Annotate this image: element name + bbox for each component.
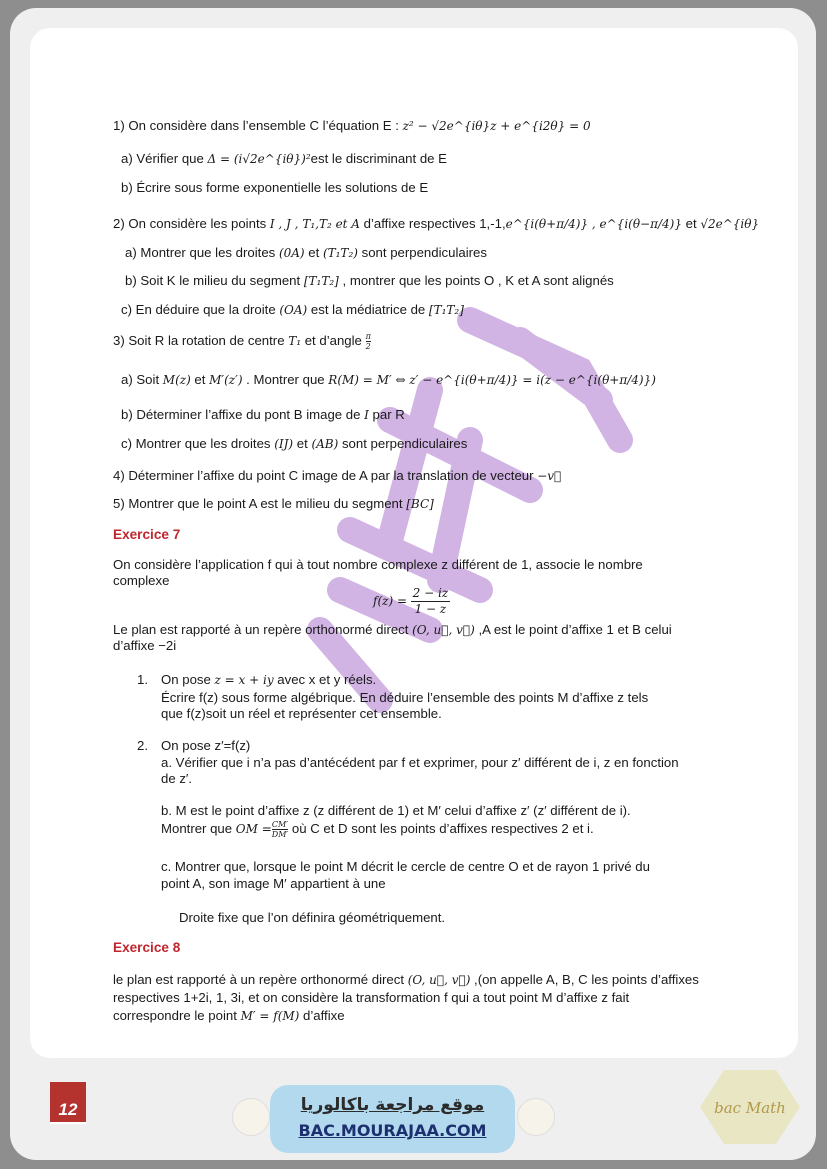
ex7-item-2a-line-2: de z′. bbox=[161, 771, 193, 786]
q3-mid: et d’angle bbox=[301, 332, 366, 348]
q3c-math2: (AB) bbox=[311, 437, 339, 451]
ex8-line-2: respectives 1+2i, 1, 3i, et on considère la transformation f qui a tout point M d’affixe z fait bbox=[113, 990, 630, 1005]
q3b-prefix: b) Déterminer l’affixe du pont B image de bbox=[121, 407, 365, 422]
ex7-plan-1 bbox=[113, 622, 672, 638]
q3c-line bbox=[121, 436, 467, 452]
q2-last-affix: √2e^{iθ} bbox=[700, 217, 760, 231]
logo-text: bac Math bbox=[714, 1099, 786, 1117]
ex7-i2b-numerator: CM′ bbox=[271, 820, 289, 829]
q3a-prefix: a) Soit bbox=[121, 372, 163, 387]
q4-line bbox=[113, 468, 561, 484]
q3-prefix: 3) Soit R la rotation de centre bbox=[113, 332, 289, 348]
ex7-i2b-math: OM = bbox=[235, 821, 272, 836]
q2-affixes: e^{i(θ+π/4)} , e^{i(θ−π/4)} bbox=[505, 217, 682, 231]
q2a-prefix: a) Montrer que les droites bbox=[125, 245, 279, 260]
ex7-plan-suffix: ,A est le point d’affixe 1 et B celui bbox=[474, 622, 672, 637]
q2a-math2: (T₁T₂) bbox=[322, 246, 358, 260]
ex7-function bbox=[373, 586, 450, 617]
q3b-line bbox=[121, 407, 405, 423]
q3b-suffix: par R bbox=[368, 407, 405, 422]
q1-line bbox=[113, 118, 591, 134]
ex7-f-denominator: 1 − z bbox=[414, 602, 447, 616]
q2b-line bbox=[125, 273, 614, 289]
ex7-item-2c-line-1: c. Montrer que, lorsque le point M décrit le cercle de centre O et de rayon 1 privé du bbox=[161, 859, 650, 874]
q1a-math: Δ = (i√2e^{iθ})² bbox=[207, 152, 311, 166]
q2b-prefix: b) Soit K le milieu du segment bbox=[125, 273, 304, 288]
q3a-math2: M′(z′) bbox=[209, 373, 243, 387]
q3c-et: et bbox=[293, 436, 312, 451]
ex8-line-1 bbox=[113, 972, 699, 988]
q1-intro: 1) On considère dans l’ensemble C l’équation E : bbox=[113, 118, 403, 133]
q2c-mid: est la médiatrice de bbox=[307, 302, 429, 317]
ex7-intro-2: complexe bbox=[113, 573, 170, 588]
q2-et: et bbox=[682, 216, 701, 231]
ex7-i2b-fraction bbox=[272, 820, 288, 839]
q2a-line bbox=[125, 245, 487, 261]
ex8-l3-suffix: d’affixe bbox=[299, 1008, 345, 1023]
exercise-8-title: Exercice 8 bbox=[113, 940, 181, 955]
site-seal-left-icon bbox=[232, 1098, 270, 1136]
q3-angle-den: 2 bbox=[365, 342, 371, 351]
q1a-prefix: a) Vérifier que bbox=[121, 151, 208, 166]
ex7-plan-prefix: Le plan est rapporté à un repère orthonormé direct bbox=[113, 622, 413, 637]
ex7-i1-suffix: avec x et y réels. bbox=[273, 672, 377, 687]
ex7-item-2c-line-3: Droite fixe que l’on définira géométriquement. bbox=[179, 910, 446, 925]
ex7-plan-frame: (O, u⃗, v⃗) bbox=[412, 623, 475, 637]
q1b-line: b) Écrire sous forme exponentielle les solutions de E bbox=[121, 180, 429, 195]
q2a-math1: (0A) bbox=[278, 246, 305, 260]
ex7-f-fraction bbox=[411, 586, 450, 617]
ex7-item-2a-line-1: a. Vérifier que i n’a pas d’antécédent par f et exprimer, pour z′ différent de i, z en fonction bbox=[161, 755, 679, 770]
ex7-i2b-prefix: Montrer que bbox=[161, 820, 236, 836]
banner-arabic-title: موقع مراجعة باكالوريا bbox=[300, 1095, 485, 1115]
ex7-i1-math: z = x + iy bbox=[214, 673, 274, 687]
q1a-suffix: est le discriminant de E bbox=[310, 151, 447, 166]
ex8-l1-prefix: le plan est rapporté à un repère orthonormé direct bbox=[113, 972, 408, 987]
q5-text: 5) Montrer que le point A est le milieu du segment bbox=[113, 496, 407, 511]
ex7-i2b-denominator: DM′ bbox=[271, 830, 289, 839]
q3c-suffix: sont perpendiculaires bbox=[338, 436, 468, 451]
ex7-item-1-number: 1. bbox=[137, 672, 148, 687]
ex7-item-2-number: 2. bbox=[137, 738, 148, 753]
q1a-line bbox=[121, 151, 447, 167]
ex8-l3-prefix: correspondre le point bbox=[113, 1008, 241, 1023]
q4-vector: −v⃗ bbox=[537, 469, 562, 483]
ex7-item-1-line-1 bbox=[161, 672, 376, 688]
q2-intro: 2) On considère les points bbox=[113, 216, 270, 231]
ex8-l1-frame: (O, u⃗, v⃗) bbox=[407, 973, 471, 987]
q2c-prefix: c) En déduire que la droite bbox=[121, 302, 280, 317]
q3a-math1: M(z) bbox=[162, 373, 191, 387]
q3-angle-num: π bbox=[365, 332, 371, 341]
q3-center: T₁ bbox=[288, 333, 302, 348]
q2-line bbox=[113, 216, 759, 232]
ex7-i1-prefix: On pose bbox=[161, 672, 215, 687]
q3c-math1: (IJ) bbox=[274, 437, 294, 451]
q3a-mid: . Montrer que bbox=[242, 372, 329, 387]
ex7-item-1-line-3: que f(z)soit un réel et représenter cet ensemble. bbox=[161, 706, 442, 721]
q5-line bbox=[113, 496, 434, 512]
ex8-l3-math: M′ = f(M) bbox=[240, 1009, 300, 1023]
ex8-l1-suffix: ,(on appelle A, B, C les points d’affixes bbox=[470, 972, 699, 987]
q3-angle bbox=[366, 332, 371, 351]
q5-segment: [BC] bbox=[406, 497, 434, 511]
q3b-math: I bbox=[364, 408, 369, 422]
q2-points: I , J , T₁,T₂ et A bbox=[269, 217, 360, 231]
q2c-line bbox=[121, 302, 464, 318]
q1-equation: z² − √2e^{iθ}z + e^{i2θ} = 0 bbox=[402, 119, 591, 133]
ex7-intro-1: On considère l’application f qui à tout nombre complexe z différent de 1, associe le nombre bbox=[113, 557, 643, 572]
q2b-math: [T₁T₂] bbox=[303, 274, 339, 288]
q2b-suffix: , montrer que les points O , K et A sont alignés bbox=[338, 273, 614, 288]
ex8-line-3 bbox=[113, 1008, 345, 1024]
banner-url-link[interactable]: BAC.MOURAJAA.COM bbox=[298, 1121, 487, 1140]
ex7-item-2b-line-1: b. M est le point d’affixe z (z différent de 1) et M′ celui d’affixe z′ (z′ différent de i). bbox=[161, 803, 631, 818]
q4-text: 4) Déterminer l’affixe du point C image de A par la translation de vecteur bbox=[113, 468, 538, 483]
q2c-math1: (OA) bbox=[279, 303, 308, 317]
q3-line bbox=[113, 332, 371, 351]
page-number: 12 bbox=[50, 1082, 86, 1122]
ex7-f-lhs: f(z) = bbox=[373, 593, 407, 608]
q3a-et: et bbox=[190, 372, 210, 387]
ex7-item-2-line-1: On pose z′=f(z) bbox=[161, 738, 251, 753]
ex7-item-2c-line-2: point A, son image M′ appartient à une bbox=[161, 876, 386, 891]
ex7-item-1-line-2: Écrire f(z) sous forme algébrique. En déduire l’ensemble des points M d’affixe z tels bbox=[161, 690, 649, 705]
site-banner[interactable] bbox=[270, 1085, 515, 1153]
exercise-7-title: Exercice 7 bbox=[113, 527, 181, 542]
q2-mid: d’affixe respectives 1,-1, bbox=[359, 216, 506, 231]
q2c-math2: [T₁T₂] bbox=[428, 303, 464, 317]
q3a-equation: R(M) = M′ ⇔ z′ − e^{i(θ+π/4)} = i(z − e^{i(θ+π/4)}) bbox=[328, 373, 656, 387]
q3a-line bbox=[121, 372, 656, 388]
bac-math-logo bbox=[698, 1068, 802, 1146]
ex7-item-2b-line-2 bbox=[161, 820, 594, 839]
ex7-f-numerator: 2 − iz bbox=[412, 586, 449, 600]
q2a-et: et bbox=[304, 245, 323, 260]
ex7-plan-2: d’affixe −2i bbox=[113, 638, 177, 653]
site-seal-right-icon bbox=[517, 1098, 555, 1136]
ex7-i2b-suffix: où C et D sont les points d’affixes respectives 2 et i. bbox=[288, 820, 594, 836]
q2a-suffix: sont perpendiculaires bbox=[357, 245, 487, 260]
q3c-prefix: c) Montrer que les droites bbox=[121, 436, 275, 451]
